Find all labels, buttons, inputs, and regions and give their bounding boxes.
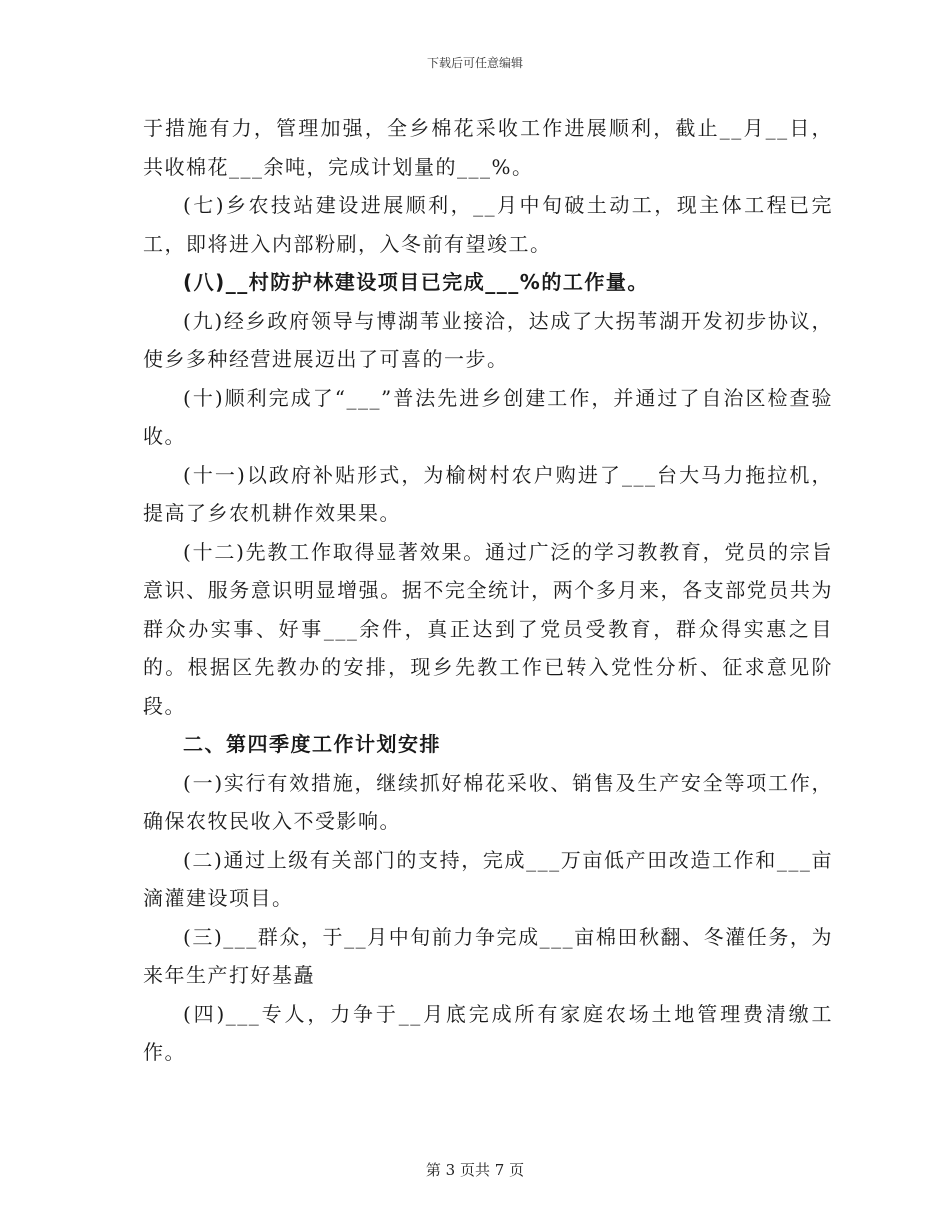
plan-item-4: (四)___专人，力争于__月底完成所有家庭农场土地管理费清缴工作。 xyxy=(143,1001,833,1064)
section-heading: 二、第四季度工作计划安排 xyxy=(183,732,441,756)
plan-item-2: (二)通过上级有关部门的支持，完成___万亩低产田改造工作和___亩滴灌建设项目。 xyxy=(143,847,833,910)
paragraph-item-9: (九)经乡政府领导与博湖苇业接洽，达成了大拐苇湖开发初步协议，使乡多种经营进展迈出了可喜的一步。 xyxy=(143,308,833,371)
paragraph-continuation: 于措施有力，管理加强，全乡棉花采收工作进展顺利，截止__月__日，共收棉花___余吨，完成计划量的___%。 xyxy=(143,116,833,179)
plan-item-3: (三)___群众，于__月中旬前力争完成___亩棉田秋翻、冬灌任务，为来年生产打好基矗 xyxy=(143,924,833,987)
paragraph-item-12: (十二)先教工作取得显著效果。通过广泛的学习教教育，党员的宗旨意识、服务意识明显增强。据不完全统计，两个多月来，各支部党员共为群众办实事、好事___余件，真正达到了党员受教育，群众得实惠之目的。根据区先教办的安排，现乡先教工作已转入党性分析、征求意见阶段。 xyxy=(143,539,833,718)
paragraph-item-7: (七)乡农技站建设进展顺利，__月中旬破土动工，现主体工程已完工，即将进入内部粉刷，入冬前有望竣工。 xyxy=(143,193,833,256)
paragraph-item-11: (十一)以政府补贴形式，为榆树村农户购进了___台大马力拖拉机，提高了乡农机耕作效果果。 xyxy=(143,462,833,525)
document-body xyxy=(143,109,833,1072)
paragraph-item-8: (八)__村防护林建设项目已完成___%的工作量。 xyxy=(183,270,649,294)
plan-item-1: (一)实行有效措施，继续抓好棉花采收、销售及生产安全等项工作，确保农牧民收入不受影响。 xyxy=(143,770,833,833)
page-footer: 第 3 页共 7 页 xyxy=(425,1161,525,1179)
paragraph-item-10: (十)顺利完成了“___”普法先进乡创建工作，并通过了自治区检查验收。 xyxy=(143,385,833,448)
page-header: 下载后可任意编辑 xyxy=(426,56,523,70)
